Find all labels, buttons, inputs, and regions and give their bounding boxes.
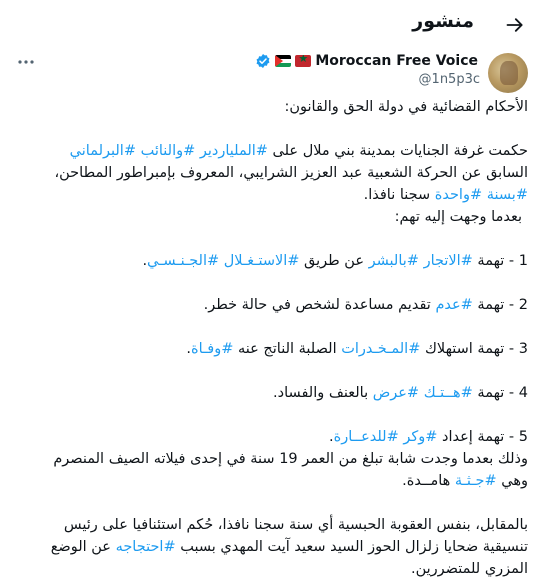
hashtag[interactable]: #جـثـة [454,473,497,489]
hashtag[interactable]: #الملياردير [199,143,268,159]
top-bar [0,0,544,50]
post-paragraph-2: بالمقابل، بنفس العقوبة الحبسية أي سنة سجنا نافذا، حُكم استئنافيا على رئيس [63,517,528,533]
arrow-right-icon [505,15,525,35]
more-horizontal-icon [17,59,35,65]
morocco-flag-icon [295,55,311,67]
post-text: . [329,429,334,445]
hashtag[interactable]: #البرلماني [69,143,136,159]
post-text: حكمت غرفة الجنايات بمدينة بني ملال على [267,143,528,159]
post-text: تقديم مساعدة لشخص في حالة خطر. [203,297,436,313]
post-paragraph-2b [16,536,528,558]
post-text: 3 - تهمة استهلاك [420,341,528,357]
hashtag[interactable]: #عرض [372,385,420,401]
post-text: 5 - تهمة إعداد [437,429,528,445]
post-text: 4 - تهمة [472,385,528,401]
post-text: بالعنف والفساد. [273,385,373,401]
hashtag[interactable]: #بالبشر [368,253,419,269]
post-text: هامــدة. [402,473,455,489]
charge-3 [16,338,528,360]
back-button[interactable] [502,12,528,38]
hashtag[interactable]: #المـخـدرات [341,341,421,357]
hashtag[interactable]: #للدعــارة [333,429,399,445]
post-paragraph-1d: بعدما وجهت إليه تهم: [394,209,522,225]
post-text: 2 - تهمة [472,297,528,313]
hashtag[interactable]: #بسنة [486,187,528,203]
hashtag[interactable]: #الاستـغـلال [223,253,300,269]
charge-5-detail-2 [16,470,528,492]
hashtag[interactable]: #والنائب [140,143,196,159]
hashtag[interactable]: #احتجاجه [115,539,176,555]
post-text: تنسيقية ضحايا زلزال الحوز السيد سعيد آيت المهدي بسبب [175,539,528,555]
post-body [16,96,528,580]
post-paragraph-1b: السابق عن الحركة الشعبية عبد العزيز الشرايبي، المعروف بإمبراطور المطاحن، [54,165,528,181]
post-paragraph-1c [16,184,528,206]
page-title: منشور [412,10,474,32]
charge-2 [16,294,528,316]
hashtag[interactable]: #الجـنـسـي [147,253,220,269]
author-handle[interactable]: @1n5p3c [418,72,480,87]
palestine-flag-icon [275,55,291,67]
hashtag[interactable]: #وفـاة [191,341,234,357]
charge-5-detail: وذلك بعدما وجدت شابة تبلغ من العمر 19 سنة في إحدى فيلاته الصيف المنصرم [53,451,528,467]
author-display-name: Moroccan Free Voice [315,53,478,69]
post-text: عن الوضع [50,539,116,555]
hashtag[interactable]: #هــتـك [423,385,473,401]
post-text: وهي [496,473,528,489]
hashtag[interactable]: #واحدة [434,187,483,203]
avatar[interactable] [488,53,528,93]
author-name-row[interactable] [255,53,478,69]
post-intro: الأحكام القضائية في دولة الحق والقانون: [284,99,528,115]
post-text: عن طريق [299,253,369,269]
charge-5 [16,426,528,448]
post-author-header [0,50,544,94]
hashtag[interactable]: #عدم [435,297,473,313]
verified-badge-icon [255,53,271,69]
post-paragraph-2c: المزري للمتضررين. [410,561,528,577]
post-text: . [186,341,192,357]
charge-1 [16,250,528,272]
hashtag[interactable]: #الاتجار [423,253,473,269]
post-paragraph-1 [16,140,528,162]
more-options-button[interactable] [14,52,38,72]
post-text: سجنا نافذا. [363,187,435,203]
charge-4 [16,382,528,404]
hashtag[interactable]: #وكر [403,429,438,445]
post-text: 1 - تهمة [472,253,528,269]
post-text: . [142,253,148,269]
post-text: الصلبة الناتج عنه [233,341,342,357]
